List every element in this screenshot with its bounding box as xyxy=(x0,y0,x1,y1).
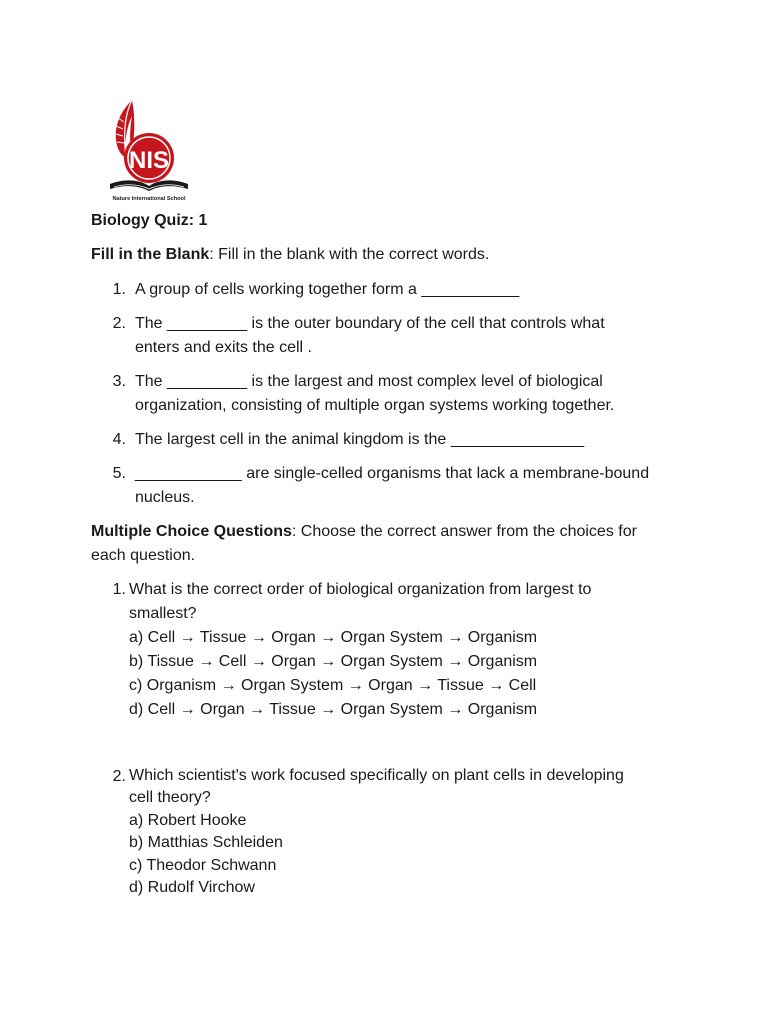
question-text: nucleus. xyxy=(135,489,195,506)
school-logo xyxy=(92,98,204,204)
question-text: organization, consisting of multiple organ systems working together. xyxy=(135,397,615,414)
question-text: What is the correct order of biological organization from largest to xyxy=(129,581,592,598)
question-number: 4. xyxy=(112,431,126,448)
multiple-choice-heading-line2: each question. xyxy=(91,547,196,564)
quiz-title: Biology Quiz: 1 xyxy=(91,212,208,229)
question-number: 5. xyxy=(112,465,126,482)
multiple-choice-heading-bold: Multiple Choice Questions xyxy=(91,523,292,540)
answer-choice: c) Organism → Organ System → Organ → Tissue → Cell xyxy=(129,677,537,694)
multiple-choice-heading-rest: : Choose the correct answer from the choices for xyxy=(291,523,637,540)
question-number: 1. xyxy=(112,581,126,598)
question-text: Which scientist's work focused specifically on plant cells in developing xyxy=(129,767,624,784)
question-number: 2. xyxy=(112,768,126,785)
question-text: The _________ is the outer boundary of the cell that controls what xyxy=(135,315,605,332)
logo-caption: Nature International School xyxy=(112,196,186,202)
multiple-choice-heading xyxy=(91,520,691,568)
question-text: ____________ are single-celled organisms that lack a membrane-bound xyxy=(135,465,650,482)
answer-choice: b) Matthias Schleiden xyxy=(129,834,283,852)
logo-letters: NIS xyxy=(128,147,170,174)
answer-choice: a) Cell → Tissue → Organ → Organ System → Organism xyxy=(129,629,538,646)
question-text: smallest? xyxy=(129,605,197,622)
question-number: 3. xyxy=(112,373,126,390)
answer-choice: c) Theodor Schwann xyxy=(129,856,277,874)
question-text: A group of cells working together form a ___________ xyxy=(135,281,520,298)
question-text: cell theory? xyxy=(129,789,211,807)
question-text: enters and exits the cell . xyxy=(135,339,312,356)
answer-choice: a) Robert Hooke xyxy=(129,811,247,829)
question-number: 2. xyxy=(112,315,126,332)
question-text: The _________ is the largest and most complex level of biological xyxy=(135,373,603,390)
question-number: 1. xyxy=(112,281,126,298)
fill-in-blank-heading-rest: : Fill in the blank with the correct words. xyxy=(209,246,490,263)
fill-in-blank-heading-bold: Fill in the Blank xyxy=(91,246,210,263)
question-text: The largest cell in the animal kingdom is the _______________ xyxy=(135,431,585,448)
fill-in-blank-heading xyxy=(91,243,691,267)
answer-choice: d) Rudolf Virchow xyxy=(129,879,255,897)
answer-choice: d) Cell → Organ → Tissue → Organ System → Organism xyxy=(129,701,538,718)
quill-book-logo-icon xyxy=(92,98,204,204)
answer-choice: b) Tissue → Cell → Organ → Organ System → Organism xyxy=(129,653,538,670)
